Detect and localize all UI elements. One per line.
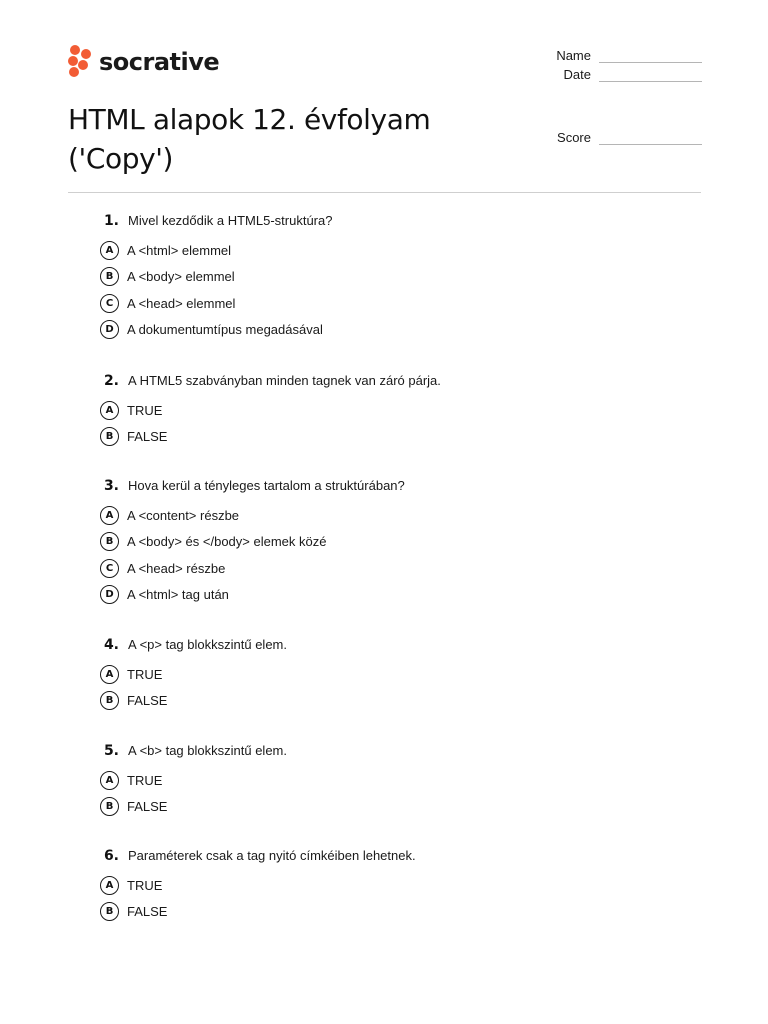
answer-option-d[interactable] — [100, 585, 660, 604]
option-letter-badge: B — [100, 532, 119, 551]
score-label: Score — [557, 130, 591, 145]
date-line — [599, 69, 702, 82]
question-number: 3. — [103, 478, 119, 494]
option-text: FALSE — [127, 799, 168, 814]
option-letter-badge: B — [100, 797, 119, 816]
question-number: 2. — [103, 373, 119, 389]
question-2 — [100, 373, 660, 446]
option-text: TRUE — [127, 877, 163, 893]
option-text: TRUE — [127, 666, 163, 682]
answer-option-b[interactable] — [100, 797, 660, 816]
question-4 — [100, 637, 660, 710]
question-1 — [100, 213, 660, 339]
answer-option-c[interactable] — [100, 559, 660, 578]
option-text: FALSE — [127, 693, 168, 708]
question-text: Paraméterek csak a tag nyitó címkéiben lehetnek. — [128, 848, 416, 863]
option-letter-badge: B — [100, 267, 119, 286]
date-label: Date — [563, 67, 591, 82]
answer-option-a[interactable] — [100, 506, 660, 525]
title-line: HTML alapok 12. évfolyam — [68, 103, 431, 136]
title-line: ('Copy') — [68, 142, 174, 175]
brand-name: socrative — [99, 48, 220, 76]
answer-option-b[interactable] — [100, 532, 660, 551]
question-number: 5. — [103, 743, 119, 759]
header-divider — [68, 192, 701, 193]
question-text: Mivel kezdődik a HTML5-struktúra? — [128, 213, 333, 228]
question-number: 1. — [103, 213, 119, 229]
question-text: A <b> tag blokkszintű elem. — [128, 743, 287, 758]
answer-option-b[interactable] — [100, 691, 660, 710]
socrative-logo — [68, 45, 219, 79]
option-letter-badge: B — [100, 691, 119, 710]
answer-option-b[interactable] — [100, 902, 660, 921]
question-text: A HTML5 szabványban minden tagnek van záró párja. — [128, 373, 441, 388]
question-5 — [100, 743, 660, 816]
option-text: A <content> részbe — [127, 507, 240, 523]
option-text: TRUE — [127, 402, 163, 418]
question-3 — [100, 478, 660, 604]
question-number: 6. — [103, 848, 119, 864]
answer-option-d[interactable] — [100, 320, 660, 339]
name-field — [530, 48, 702, 63]
option-letter-badge: B — [100, 902, 119, 921]
question-text: A <p> tag blokkszintű elem. — [128, 637, 287, 652]
option-text: A <body> és </body> elemek közé — [127, 534, 327, 549]
answer-option-a[interactable] — [100, 876, 660, 895]
page-title — [68, 100, 508, 178]
option-letter-badge: C — [100, 559, 119, 578]
name-label: Name — [556, 48, 591, 63]
option-text: A <html> elemmel — [127, 242, 232, 258]
score-field — [530, 130, 702, 145]
answer-option-b[interactable] — [100, 267, 660, 286]
socrative-logo-icon — [68, 45, 94, 79]
option-letter-badge: A — [100, 771, 119, 790]
option-text: FALSE — [127, 429, 168, 444]
answer-option-a[interactable] — [100, 665, 660, 684]
option-text: A dokumentumtípus megadásával — [127, 322, 323, 337]
question-6 — [100, 848, 660, 921]
answer-option-a[interactable] — [100, 771, 660, 790]
option-letter-badge: C — [100, 294, 119, 313]
option-text: A <head> elemmel — [127, 295, 236, 311]
date-field — [530, 67, 702, 82]
option-letter-badge: D — [100, 320, 119, 339]
option-text: A <html> tag után — [127, 587, 229, 602]
answer-option-c[interactable] — [100, 294, 660, 313]
option-text: A <body> elemmel — [127, 269, 235, 284]
option-text: A <head> részbe — [127, 560, 226, 576]
option-text: TRUE — [127, 772, 163, 788]
option-letter-badge: A — [100, 506, 119, 525]
option-letter-badge: A — [100, 876, 119, 895]
option-letter-badge: A — [100, 665, 119, 684]
answer-option-b[interactable] — [100, 427, 660, 446]
option-letter-badge: D — [100, 585, 119, 604]
option-letter-badge: A — [100, 241, 119, 260]
answer-option-a[interactable] — [100, 401, 660, 420]
option-letter-badge: A — [100, 401, 119, 420]
option-letter-badge: B — [100, 427, 119, 446]
option-text: FALSE — [127, 904, 168, 919]
question-number: 4. — [103, 637, 119, 653]
score-line — [599, 132, 702, 145]
answer-option-a[interactable] — [100, 241, 660, 260]
question-text: Hova kerül a tényleges tartalom a struktúrában? — [128, 478, 405, 493]
name-line — [599, 50, 702, 63]
